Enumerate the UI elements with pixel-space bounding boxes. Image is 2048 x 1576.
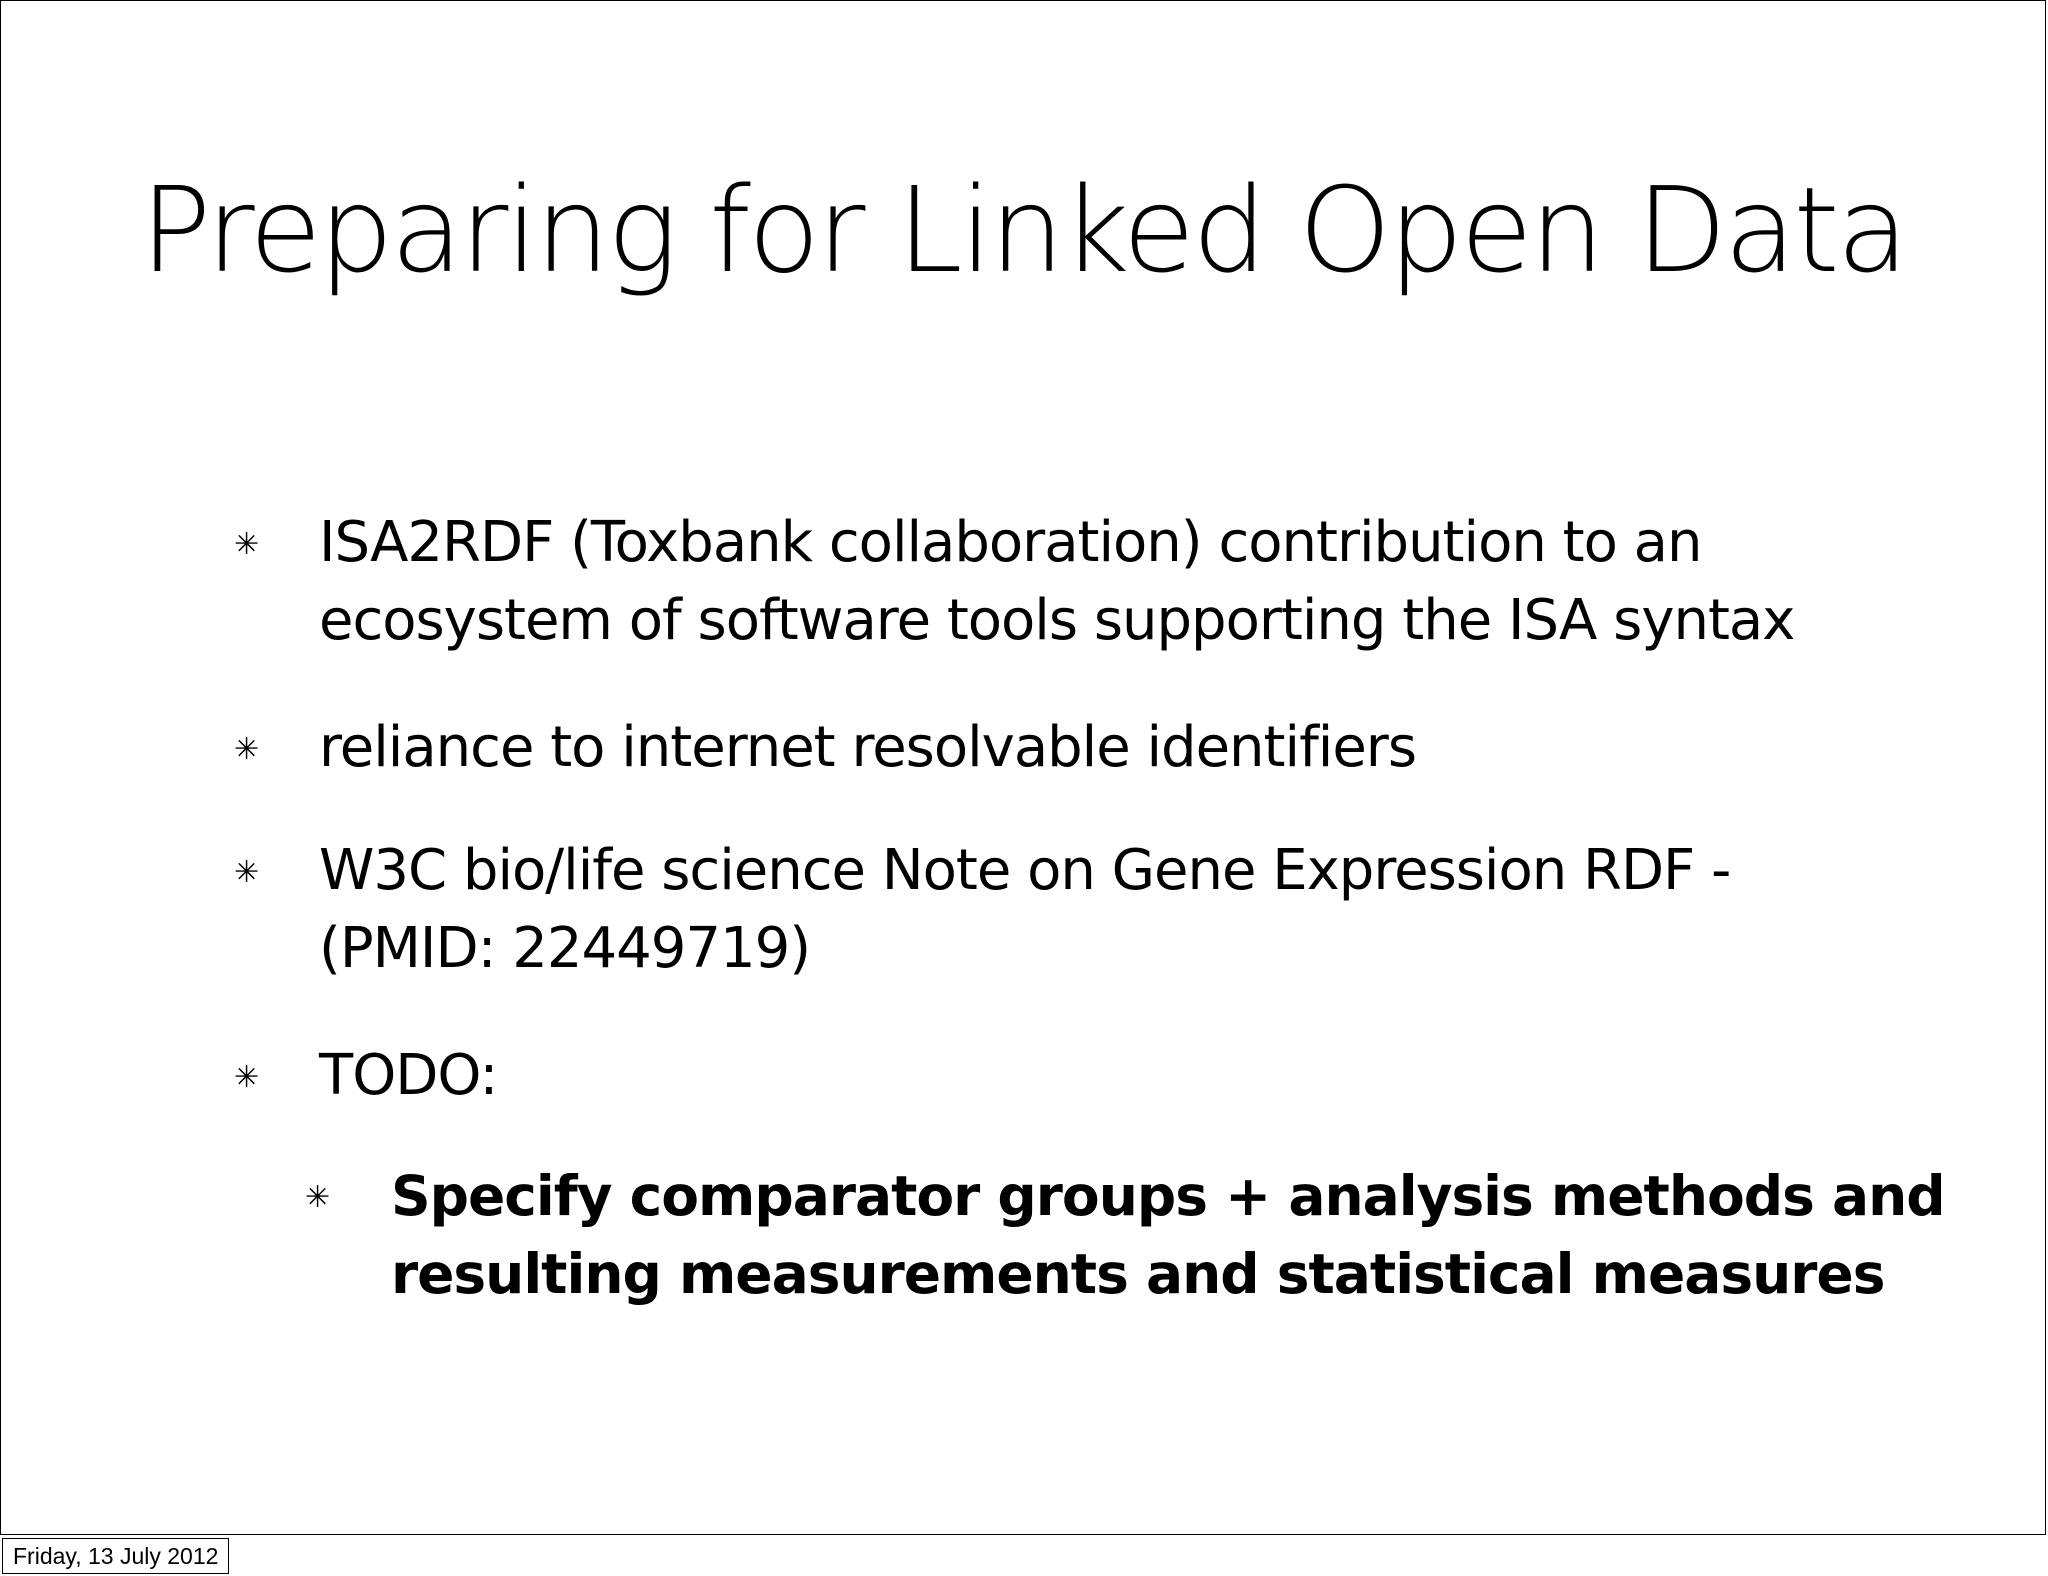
bullet-text bbox=[319, 709, 1416, 787]
bullet-line: ISA2RDF (Toxbank collaboration) contribution to an bbox=[319, 510, 1702, 575]
bullet-line: TODO: bbox=[319, 1043, 498, 1108]
bullet-line: resulting measurements and statistical measures bbox=[391, 1242, 1885, 1306]
bullet-line: reliance to internet resolvable identifiers bbox=[319, 715, 1416, 780]
bullet-line: Specify comparator groups + analysis methods and bbox=[391, 1164, 1945, 1228]
bullet-line: ecosystem of software tools supporting the ISA syntax bbox=[319, 588, 1795, 653]
bullet-line: W3C bio/life science Note on Gene Expression RDF - bbox=[319, 838, 1731, 903]
bullet-text bbox=[319, 832, 1730, 988]
bullet-text bbox=[319, 1037, 497, 1115]
asterisk-bullet-icon: ✳ bbox=[234, 855, 260, 890]
bullet-line: (PMID: 22449719) bbox=[319, 916, 811, 981]
asterisk-bullet-icon: ✳ bbox=[305, 1180, 331, 1215]
sub-bullet-text bbox=[391, 1157, 1945, 1313]
footer-date: Friday, 13 July 2012 bbox=[2, 1538, 229, 1574]
asterisk-bullet-icon: ✳ bbox=[234, 527, 260, 562]
slide-title: Preparing for Linked Open Data bbox=[140, 161, 1906, 299]
asterisk-bullet-icon: ✳ bbox=[234, 1060, 260, 1095]
asterisk-bullet-icon: ✳ bbox=[234, 732, 260, 767]
bullet-text bbox=[319, 504, 1794, 660]
